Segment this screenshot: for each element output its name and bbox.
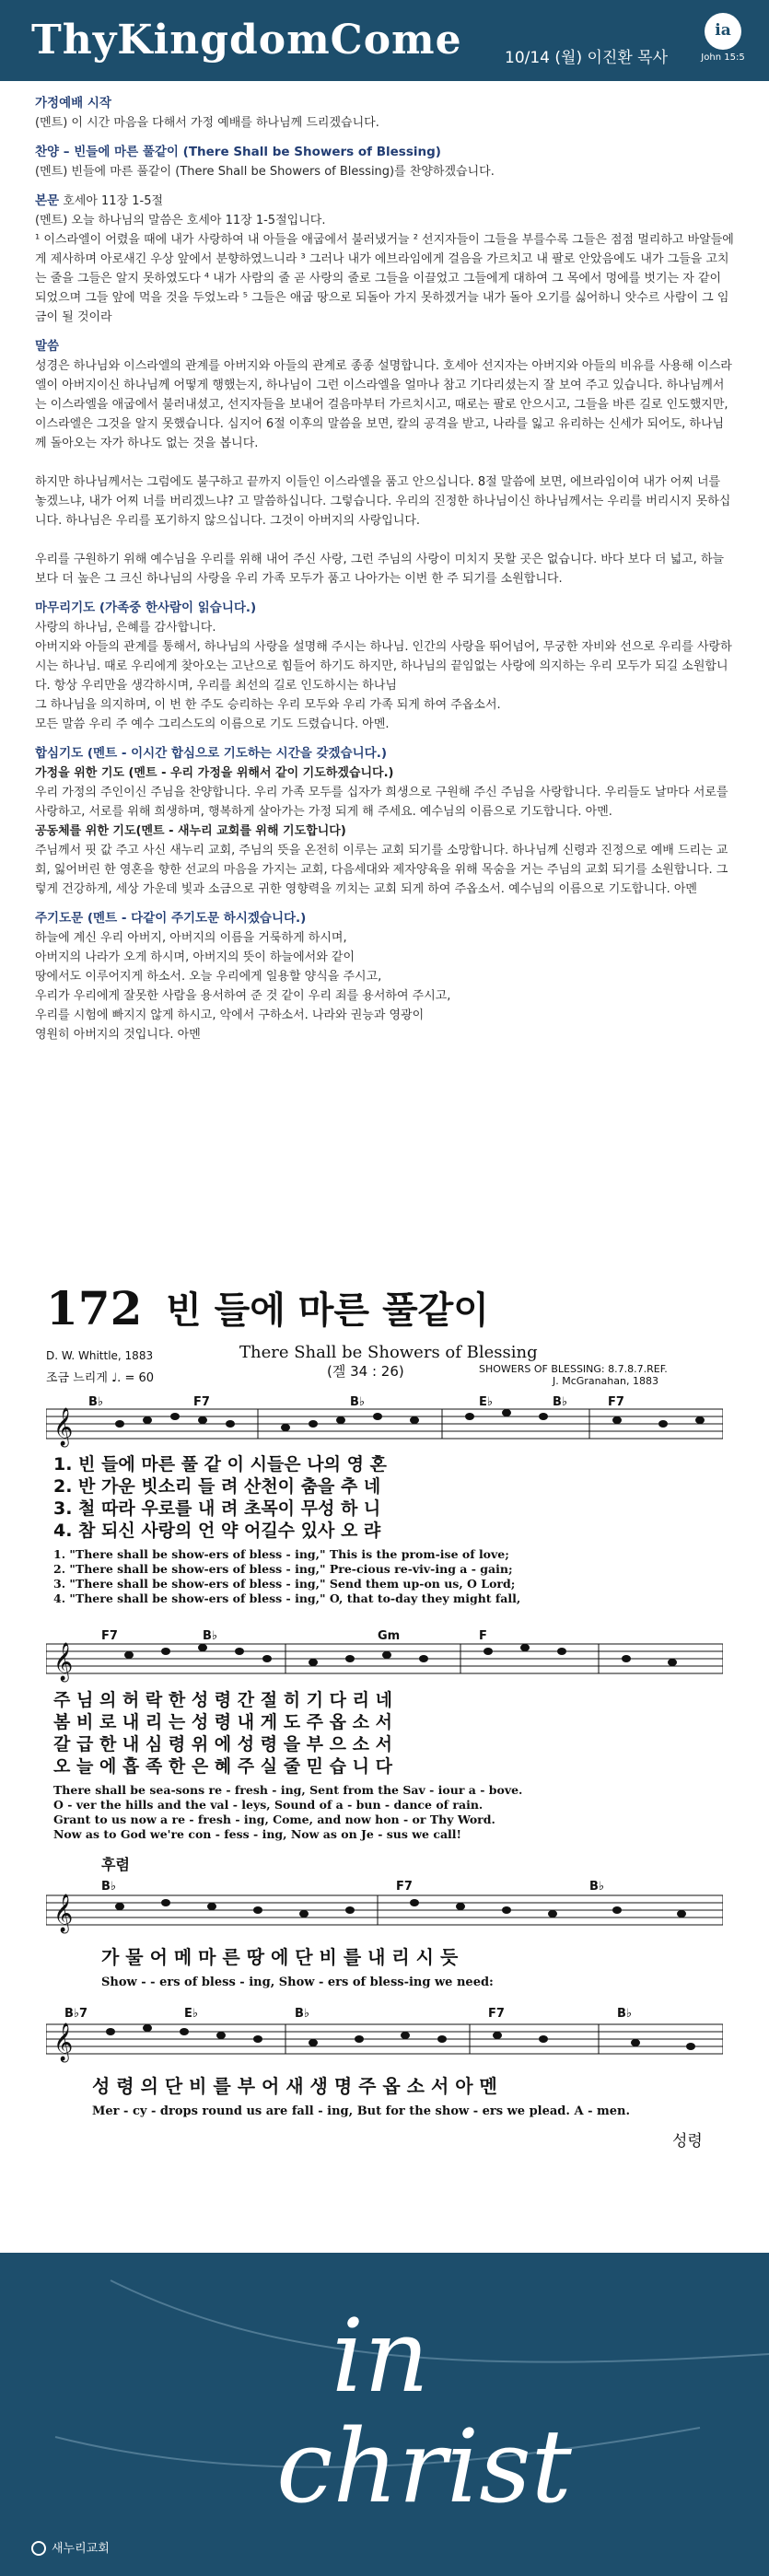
chord-label: F7 [396, 1880, 413, 1894]
footer-brand [31, 2538, 110, 2557]
logo-mark-text: ia [715, 21, 731, 40]
lyric-korean-verse: 오 늘 에 흡 족 한 은 혜 주 실 줄 믿 습 니 다 [53, 1756, 392, 1777]
hymn-author: D. W. Whittle, 1883 [46, 1349, 154, 1362]
lyric-korean-verse: 4. 참 되신 사랑의 언 약 어길수 있사 오 랴 [53, 1521, 381, 1541]
closing-prayer-line: 아버지와 아들의 관계를 통해서, 하나님의 사랑을 설명해 주시는 하나님. 인간의 사랑을 뛰어넘어, 무궁한 자비와 선으로 우리를 사랑하시는 하나님. 때로 우리에게 찾아오는 고난으로 힘들어 하기도 하지만, 하나님의 끝임없는 사랑에 의지하는 우리 모두가 되길 소원합니다. 항상 우리만을 생각하시며, 우리를 최선의 길로 인도하시는 하나님 [35, 640, 732, 693]
treble-clef-icon: 𝄞 [53, 1408, 74, 1446]
notes-system-1 [115, 1409, 705, 1431]
scripture-text: ¹ 이스라엘이 어렸을 때에 내가 사랑하여 내 아들을 애굽에서 불러냈거늘 ² 선지자들이 그들을 부를수록 그들은 점점 멀리하고 바알들에게 제사하며 아로새긴 우상 앞에서 분향하였느니라 ³ 그러나 내가 에브라임에게 걸음을 가르치고 내 팔로 안았음에도 내가 그들을 고치는 줄을 그들은 알지 못하였도다 ⁴ 내가 사람의 줄 곧 사랑의 줄로 그들을 이끌었고 그들에게 대하여 그 목에서 멍에를 벗기는 자 같이 되었으며 그들 앞에 먹을 것을 두었노라 ⁵ 그들은 애굽 땅으로 되돌아 가지 못하겠거늘 내가 돌아 오기를 싫어하니 앗수르 사람이 그 임금이 될 것이라 [35, 233, 734, 324]
chord-label: B♭ [295, 2007, 310, 2021]
footer-banner [0, 2253, 769, 2576]
chord-label: B♭ [101, 1880, 117, 1894]
refrain-korean-line: 성 령 의 단 비 를 부 어 새 생 명 주 옵 소 서 아 멘 [92, 2075, 497, 2097]
refrain-label: 후렴 [101, 1856, 130, 1873]
scripture-heading-line [35, 192, 734, 211]
chord-label: F7 [488, 2007, 505, 2021]
hymn-title-korean: 빈 들에 마른 풀같이 [166, 1289, 489, 1332]
hymn-reference: (겔 34 : 26) [327, 1363, 404, 1380]
sheet-music-svg [46, 1280, 723, 2238]
chord-label: B♭7 [64, 2007, 88, 2021]
scripture-reference: 호세아 11장 1-5절 [63, 194, 164, 208]
closing-prayer-heading: 마무리기도 (가족중 한사람이 읽습니다.) [35, 600, 257, 615]
church-logo [695, 13, 751, 70]
hymn-meter: SHOWERS OF BLESSING: 8.7.8.7.REF. [479, 1363, 668, 1375]
in-christ-script [0, 2253, 769, 2576]
unison-prayer-heading: 합심기도 (멘트 - 이시간 합심으로 기도하는 시간을 갖겠습니다.) [35, 746, 387, 761]
logo-icon [705, 13, 741, 50]
treble-clef-icon: 𝄞 [53, 2023, 74, 2061]
chord-label: E♭ [184, 2007, 199, 2021]
chord-label: Gm [378, 1629, 401, 1643]
chord-label: F7 [101, 1629, 118, 1643]
scripture-intro: (멘트) 오늘 하나님의 말씀은 호세아 11장 1-5절입니다. [35, 214, 326, 227]
lyric-english-verse: 4. "There shall be show-ers of bless - ing," O, that to-day they might fall, [53, 1591, 521, 1605]
church-prayer-heading: 공동체를 위한 기도(멘트 - 새누리 교회를 위해 기도합니다) [35, 824, 346, 838]
refrain-english-line: Mer - cy - drops round us are fall - ing, But for the show - ers we plead. A - men. [92, 2104, 630, 2118]
lyric-korean-verse: 2. 반 가운 빗소리 들 려 산천이 춤을 추 네 [53, 1476, 381, 1497]
treble-clef-icon: 𝄞 [53, 1894, 74, 1932]
lords-prayer-line: 우리를 시험에 빠지지 않게 하시고, 악에서 구하소서. 나라와 권능과 영광이 [35, 1008, 425, 1022]
unison-prayer-section [35, 744, 734, 899]
closing-prayer-line: 그 하나님을 의지하며, 이 번 한 주도 승리하는 우리 모두와 우리 가족 되게 하여 주옵소서. [35, 698, 501, 712]
lords-prayer-line: 우리가 우리에게 잘못한 사람을 용서하여 준 것 같이 우리 죄를 용서하여 주시고, [35, 989, 451, 1003]
lyric-korean-verse: 3. 철 따라 우로를 내 려 초목이 무성 하 니 [53, 1498, 381, 1519]
logo-verse: John 15:5 [701, 52, 745, 63]
lords-prayer-line: 아버지의 나라가 오게 하시며, 아버지의 뜻이 하늘에서와 같이 [35, 950, 355, 964]
script-in: in [332, 2297, 430, 2415]
treble-clef-icon: 𝄞 [53, 1643, 74, 1681]
hymn-number: 172 [46, 1281, 143, 1335]
sermon-section [35, 337, 734, 589]
lyric-english-verse: 2. "There shall be show-ers of bless - ing," Pre-cious re-viv-ing a - gain; [53, 1562, 513, 1576]
hymn-composer: J. McGranahan, 1883 [553, 1375, 658, 1387]
chord-label: F7 [608, 1395, 624, 1409]
banner-title: ThyKingdomCome [31, 17, 462, 64]
closing-prayer-line: 모든 말씀 우리 주 예수 그리스도의 이름으로 기도 드렸습니다. 아멘. [35, 717, 390, 731]
hymn-sheet-music [46, 1280, 723, 2256]
lyric-korean-verse: 주 님 의 허 락 한 성 령 간 절 히 기 다 리 네 [53, 1690, 392, 1710]
hymn-title-english: There Shall be Showers of Blessing [239, 1343, 538, 1362]
devotional-content [0, 81, 769, 1071]
chord-label: B♭ [589, 1880, 605, 1894]
chord-label: B♭ [350, 1395, 366, 1409]
chord-label: B♭ [203, 1629, 218, 1643]
closing-prayer-section [35, 599, 734, 734]
header-banner [0, 0, 769, 81]
lords-prayer-section [35, 909, 734, 1044]
family-prayer-heading: 가정을 위한 기도 (멘트 - 우리 가정을 위해서 같이 기도하겠습니다.) [35, 766, 394, 780]
script-christ: christ [276, 2407, 572, 2525]
staff-system-1 [46, 1409, 723, 1439]
lords-prayer-line: 하늘에 계신 우리 아버지, 아버지의 이름을 거룩하게 하시며, [35, 931, 347, 945]
sermon-paragraph: 하지만 하나님께서는 그럼에도 불구하고 끝까지 이들인 이스라엘을 품고 안으십니다. 8절 말씀에 보면, 에브라임이여 내가 어찌 너를 놓겠느냐, 내가 어찌 너를 버리겠느냐? 고 말씀하십니다. 그렇습니다. 우리의 진정한 하나님이신 하나님께서는 우리를 버리시지 못하십니다. 하나님은 우리를 포기하지 않으십니다. 그것이 아버지의 사랑입니다. [35, 475, 731, 528]
scripture-heading: 본문 [35, 193, 60, 208]
hymn-category: 성령 [672, 2132, 703, 2151]
worship-start-section [35, 94, 734, 133]
chord-label: F7 [193, 1395, 210, 1409]
lyric-korean-verse: 1. 빈 들에 마른 풀 같 이 시들은 나의 영 혼 [53, 1454, 387, 1474]
worship-start-line: (멘트) 이 시간 마음을 다해서 가정 예배를 하나님께 드리겠습니다. [35, 116, 379, 130]
staff-system-2 [46, 1644, 723, 1673]
lyric-english-verse: There shall be sea-sons re - fresh - ing, Sent from the Sav - iour a - bove. [53, 1783, 523, 1797]
family-prayer-text: 우리 가정의 주인이신 주님을 찬양합니다. 우리 가족 모두를 십자가 희생으로 구원해 주신 주님을 사랑합니다. 우리들도 날마다 서로를 사랑하고, 서로를 위해 희생하며, 행복하게 살아가는 가정 되게 해 주세요. 예수님의 이름으로 기도합니다. 아멘. [35, 786, 728, 819]
church-prayer-text: 주님께서 핏 값 주고 사신 새누리 교회, 주님의 뜻을 온전히 이루는 교회 되기를 소망합니다. 하나님께 신령과 진정으로 예배 드리는 교회, 잃어버린 한 영혼을 향한 선교의 마음을 가지는 교회, 다음세대와 제자양육을 위해 목숨을 거는 주님의 교회 되기를 소원합니다. 그렇게 건강하게, 세상 가운데 빛과 소금으로 귀한 영향력을 끼치는 교회 되게 하여 주옵소서. 예수님의 이름으로 기도합니다. 아멘 [35, 844, 728, 896]
praise-section [35, 143, 734, 181]
scripture-section [35, 192, 734, 327]
decorative-swash [111, 2280, 769, 2362]
sermon-paragraph: 우리를 구원하기 위해 예수님을 우리를 위해 내어 주신 사랑, 그런 주님의 사랑이 미치지 못할 곳은 없습니다. 바다 보다 더 넓고, 하늘보다 더 높은 그 크신 하나님의 사랑을 우리 가족 모두가 품고 나아가는 이번 한 주 되기를 소원합니다. [35, 553, 725, 586]
lords-prayer-heading: 주기도문 (멘트 - 다같이 주기도문 하시겠습니다.) [35, 911, 307, 926]
hymn-tempo: 조금 느리게 ♩. = 60 [46, 1371, 155, 1385]
chord-label: E♭ [479, 1395, 494, 1409]
lords-prayer-line: 땅에서도 이루어지게 하소서. 오늘 우리에게 일용할 양식을 주시고, [35, 970, 382, 984]
lyric-english-verse: Now as to God we're con - fess - ing, Now as on Je - sus we call! [53, 1827, 462, 1841]
lyric-korean-verse: 봄 비 로 내 리 는 성 령 내 게 도 주 옵 소 서 [53, 1712, 392, 1732]
date-pastor: 10/14 (월) 이진환 목사 [505, 49, 668, 67]
praise-heading: 찬양 – 빈들에 마른 풀같이 (There Shall be Showers of Blessing) [35, 145, 441, 159]
chord-label: B♭ [553, 1395, 568, 1409]
chord-label: B♭ [617, 2007, 633, 2021]
church-logo-icon [31, 2541, 46, 2556]
worship-start-heading: 가정예배 시작 [35, 96, 111, 111]
closing-prayer-line: 사랑의 하나님, 은혜를 감사합니다. [35, 621, 216, 635]
lyric-english-verse: O - ver the hills and the val - leys, Sound of a - bun - dance of rain. [53, 1798, 484, 1812]
sermon-paragraph: 성경은 하나님와 이스라엘의 관계를 아버지와 아들의 관계로 종종 설명합니다. 호세아 선지자는 아버지와 아들의 비유를 사용해 이스라엘이 아버지이신 하나님께 어떻게 행했는지, 하나님이 그런 이스라엘을 얼마나 참고 기다리셨는지 잘 보여 주고 있습니다. 하나님께서는 이스라엘을 애굽에서 불러내셨고, 선지자들을 보내어 걸음마부터 가르치시고, 때로는 팔로 안으시고, 그들을 바른 길로 인도했지만, 이스라엘은 그것을 알지 못했습니다. 심지어 6절 이후의 말씀을 보면, 칼의 공격을 받고, 나라를 잃고 유리하는 신세가 되어도, 하나님께 돌아오는 자가 하나도 없는 것을 봅니다. [35, 359, 732, 450]
chord-label: B♭ [88, 1395, 104, 1409]
lyric-english-verse: 1. "There shall be show-ers of bless - ing," This is the prom-ise of love; [53, 1547, 509, 1561]
refrain-english-line: Show - - ers of bless - ing, Show - ers of bless-ing we need: [101, 1976, 494, 1989]
lyric-english-verse: 3. "There shall be show-ers of bless - ing," Send them up-on us, O Lord; [53, 1577, 516, 1591]
praise-line: (멘트) 빈들에 마른 풀같이 (There Shall be Showers of Blessing)를 찬양하겠습니다. [35, 165, 495, 179]
lyric-korean-verse: 갈 급 한 내 심 령 위 에 성 령 을 부 으 소 서 [53, 1734, 392, 1754]
notes-system-2 [124, 1644, 677, 1666]
sermon-heading: 말씀 [35, 339, 60, 354]
notes-system-3 [115, 1899, 686, 1917]
chord-label: F [479, 1629, 487, 1643]
footer-brand-name: 새누리교회 [52, 2541, 110, 2556]
lords-prayer-line: 영원히 아버지의 것입니다. 아멘 [35, 1028, 201, 1042]
lyric-english-verse: Grant to us now a re - fresh - ing, Come, and now hon - or Thy Word. [53, 1813, 495, 1826]
refrain-korean-line: 가 물 어 메 마 른 땅 에 단 비 를 내 리 시 듯 [101, 1946, 459, 1968]
